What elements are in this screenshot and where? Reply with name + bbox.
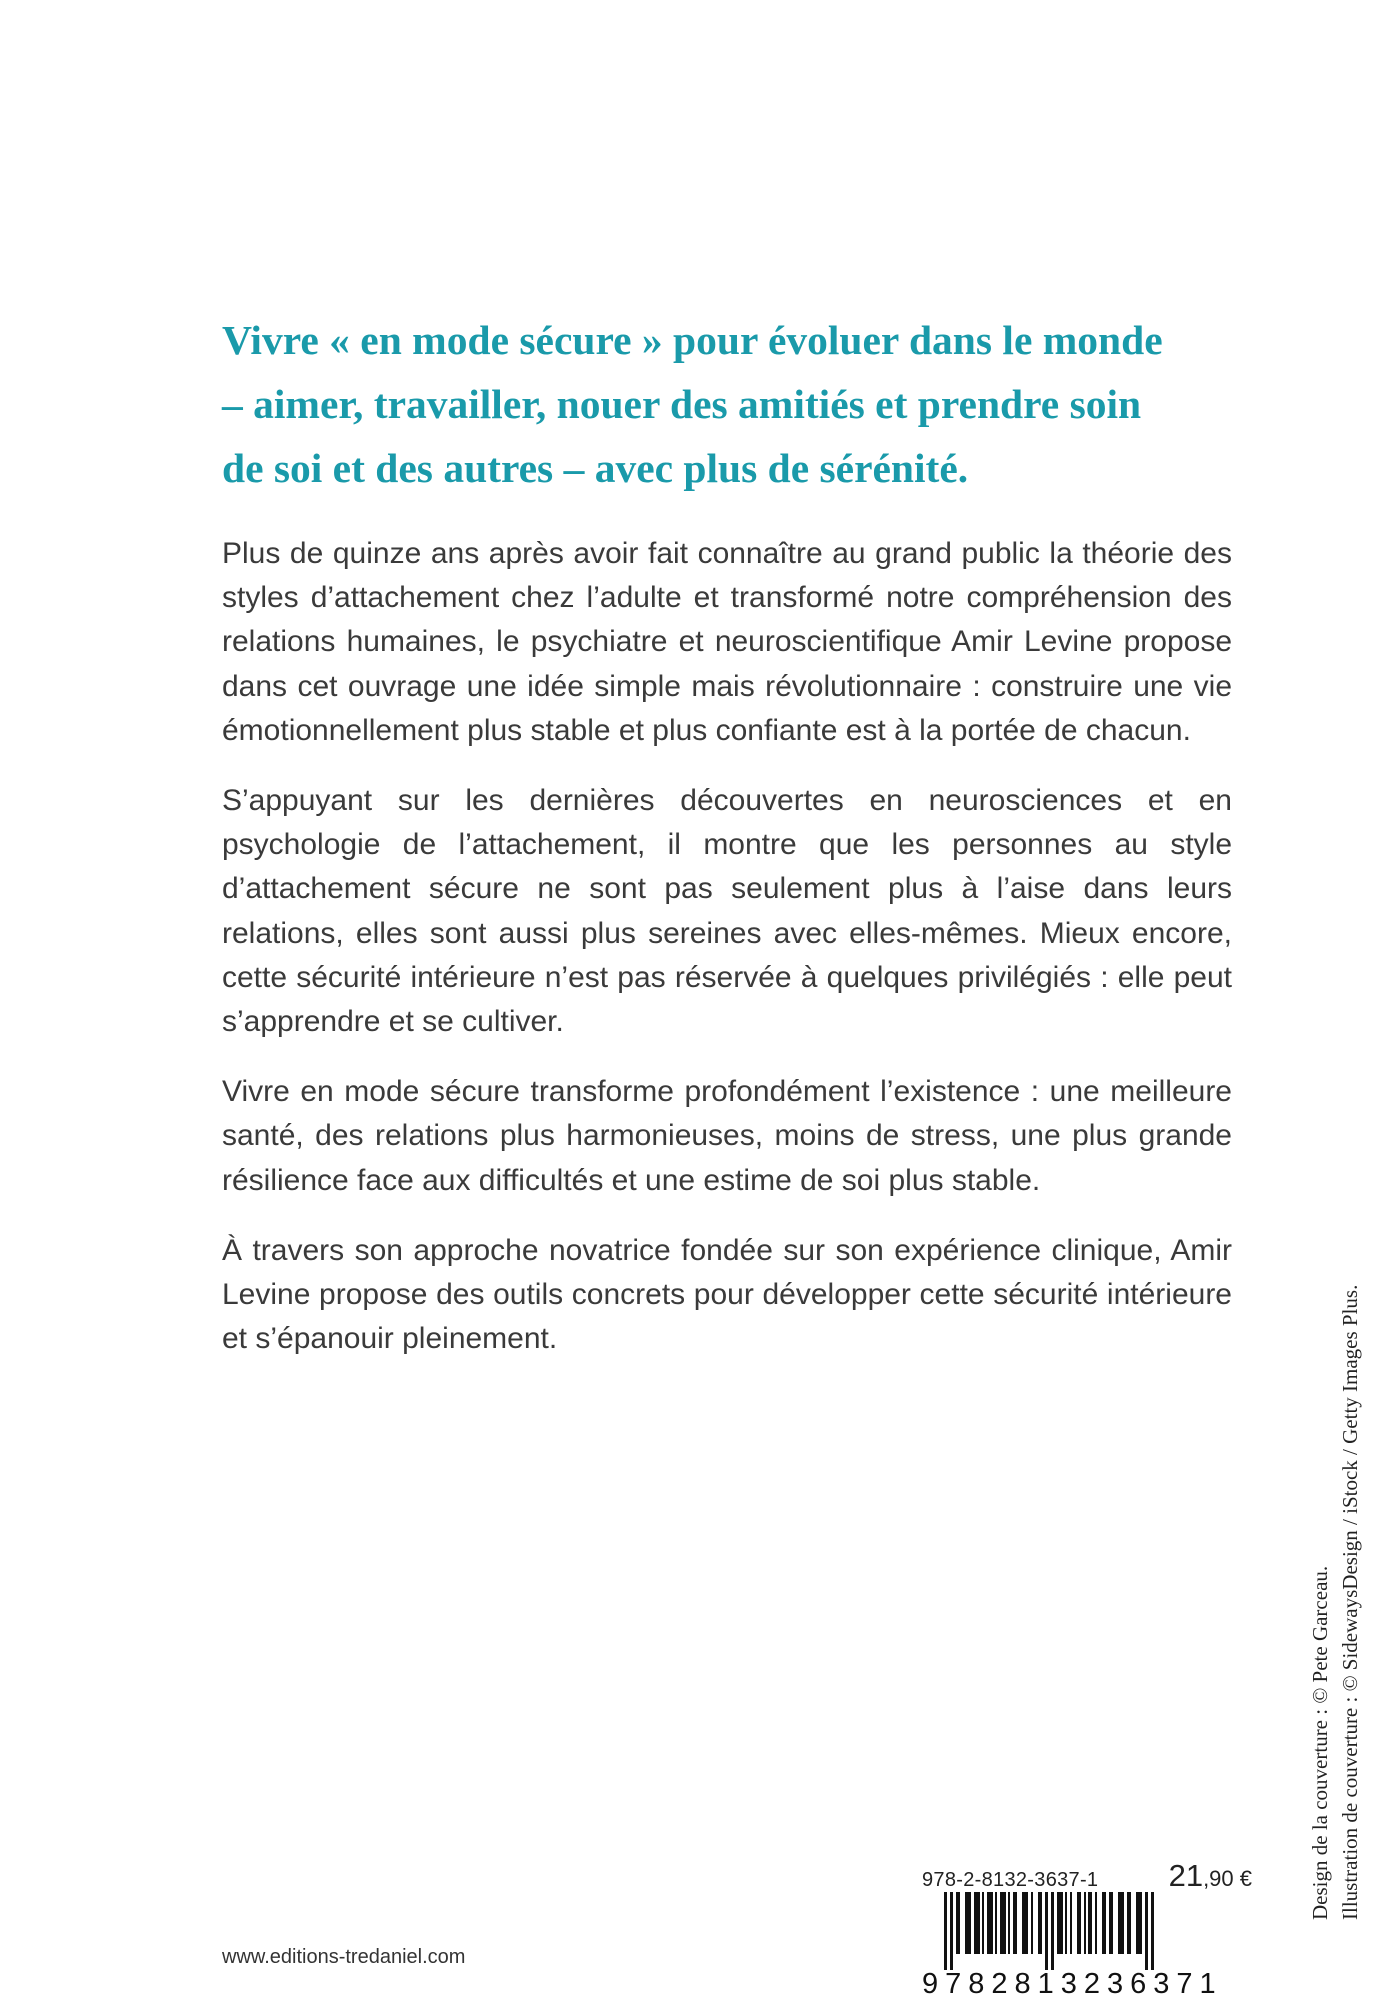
barcode-bar: [1084, 1892, 1086, 1954]
design-credit: Design de la couverture : © Pete Garceau.: [1308, 1565, 1332, 1920]
publisher-website: www.editions-tredaniel.com: [222, 1946, 466, 1968]
barcode-bar: [1102, 1892, 1106, 1954]
barcode-bar: [965, 1892, 971, 1954]
barcode-bar: [1008, 1892, 1010, 1954]
barcode-bar: [1136, 1892, 1142, 1954]
cover-credits: [1305, 1280, 1385, 1920]
barcode-bar: [1000, 1892, 1006, 1954]
barcode-graphic: [940, 1892, 1252, 1970]
barcode-bar: [982, 1892, 984, 1954]
barcode-bar: [1151, 1892, 1154, 1970]
paragraph-2: S’appuyant sur les dernières découvertes en neurosciences et en psychologie de l’attachement, il montre que les personnes au style d’attachement sécure ne sont pas seulement plus à l’aise dans leurs relations, elles sont aussi plus sereines avec elles-mêmes. Mieux encore, cette sécurité intérieure n’est pas réservée à quelques privilégiés : elle peut s’apprendre et se cultiver.: [222, 784, 1232, 1039]
barcode-bar: [956, 1892, 960, 1954]
barcode: [940, 1892, 1252, 1980]
barcode-bar: [1127, 1892, 1131, 1954]
paragraph-4: À travers son approche novatrice fondée sur son expérience clinique, Amir Levine propose des outils concrets pour développer cette sécurité intérieure et s’épanouir pleinement.: [222, 1233, 1232, 1356]
isbn-price-line: [922, 1858, 1252, 1894]
price-main: 21: [1168, 1858, 1204, 1893]
barcode-digits: 9782813236371: [922, 1968, 1223, 2000]
barcode-bar: [1057, 1892, 1063, 1954]
barcode-bar: [995, 1892, 997, 1954]
barcode-bar: [1070, 1892, 1072, 1954]
barcode-bar: [1095, 1892, 1097, 1954]
barcode-bar: [1031, 1892, 1033, 1954]
barcode-bar: [974, 1892, 980, 1954]
barcode-bar: [944, 1892, 947, 1970]
barcode-bar: [1118, 1892, 1124, 1954]
barcode-bar: [987, 1892, 993, 1954]
barcode-bar: [1045, 1892, 1048, 1970]
barcode-bar: [1051, 1892, 1054, 1970]
isbn: 978-2-8132-3637-1: [922, 1869, 1099, 1891]
price: [1169, 1858, 1252, 1894]
paragraph-1: Plus de quinze ans après avoir fait connaître au grand public la théorie des styles d’attachement chez l’adulte et transformé notre compréhension des relations humaines, le psychiatre et neuroscientifique Amir Levine propose dans cet ouvrage une idée simple mais révolutionnaire : construire une vie émotionnellement plus stable et plus confiante est à la portée de chacun.: [222, 537, 1232, 747]
barcode-bar: [1038, 1892, 1042, 1954]
barcode-bar: [1013, 1892, 1017, 1954]
headline: Vivre « en mode sécure » pour évoluer dans le monde – aimer, travailler, nouer des amitiés et prendre soin de soi et des autres – avec plus de sérénité.: [222, 317, 1163, 491]
back-cover-blurb: [222, 532, 1232, 1387]
barcode-bar: [1088, 1892, 1092, 1954]
illustration-credit: Illustration de couverture : © SidewaysDesign / iStock / Getty Images Plus.: [1338, 1284, 1362, 1920]
barcode-bar: [1077, 1892, 1081, 1954]
barcode-bar: [1145, 1892, 1148, 1970]
barcode-bar: [1065, 1892, 1067, 1954]
barcode-bar: [1109, 1892, 1113, 1954]
price-cents: ,90 €: [1203, 1866, 1252, 1891]
barcode-bar: [1022, 1892, 1028, 1954]
paragraph-3: Vivre en mode sécure transforme profondément l’existence : une meilleure santé, des relations plus harmonieuses, moins de stress, une plus grande résilience face aux difficultés et une estime de soi plus stable.: [222, 1075, 1232, 1197]
barcode-bar: [950, 1892, 953, 1970]
